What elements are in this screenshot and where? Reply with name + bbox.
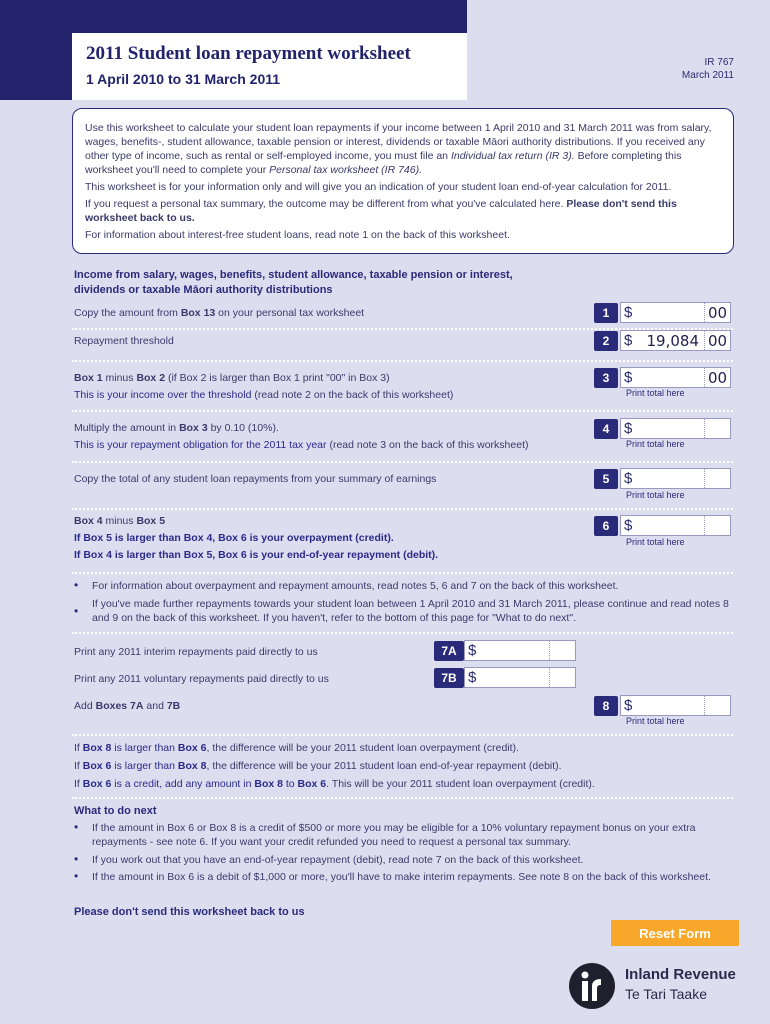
page-title: 2011 Student loan repayment worksheet <box>86 43 411 64</box>
intro-paragraph-2: This worksheet is for your information only and will give you an indication of your student loan end-of-year calculation for 2011. <box>85 181 672 193</box>
intro-text: If you request a personal tax summary, the outcome may be different from what you've calculated here. <box>85 198 567 210</box>
box-8-field[interactable] <box>620 695 731 716</box>
print-total-label: Print total here <box>626 537 685 547</box>
dollar-sign: $ <box>624 420 633 437</box>
box-1-field[interactable] <box>620 302 731 323</box>
box-4-cents[interactable] <box>704 419 730 438</box>
section-title-line-1: Income from salary, wages, benefits, student allowance, taxable pension or interest, <box>74 269 513 281</box>
box-4-field[interactable] <box>620 418 731 439</box>
divider <box>72 410 733 412</box>
next-bullet-bonus: If the amount in Box 6 or Box 8 is a credit of $500 or more you may be eligible for a 10% voluntary repayment bonus on your extra repayments - see note 6. If you want your credit refunded you need to request a personal tax summary. <box>92 822 696 848</box>
divider <box>72 461 733 463</box>
box-6-field[interactable] <box>620 515 731 536</box>
what-to-do-next-title: What to do next <box>74 805 157 817</box>
ir746-reference: Personal tax worksheet (IR 746). <box>269 164 423 176</box>
box-8-cents[interactable] <box>704 696 730 715</box>
box-3-badge: 3 <box>594 368 618 388</box>
intro-paragraph-4: For information about interest-free student loans, read note 1 on the back of this worksheet. <box>85 229 510 241</box>
result-line-2: If Box 6 is larger than Box 8, the difference will be your 2011 student loan end-of-year repayment (debit). <box>74 760 562 772</box>
divider <box>72 572 733 574</box>
box-2-cents: 00 <box>704 331 730 350</box>
box-7a-cents[interactable] <box>549 641 575 660</box>
intro-box <box>72 108 734 254</box>
box-7b-field[interactable] <box>464 667 576 688</box>
box-8-badge: 8 <box>594 696 618 716</box>
box-2-field <box>620 330 731 351</box>
row-6-label: Box 4 minus Box 5 If Box 5 is larger than Box 4, Box 6 is your overpayment (credit). If Box 4 is larger than Box 5, Box 6 is your end-of-year repayment (debit). <box>74 515 439 561</box>
result-line-1: If Box 8 is larger than Box 6, the difference will be your 2011 student loan overpayment (credit). <box>74 742 519 754</box>
box-5-field[interactable] <box>620 468 731 489</box>
print-total-label: Print total here <box>626 439 685 449</box>
reset-form-button[interactable]: Reset Form <box>611 920 739 946</box>
box-5-badge: 5 <box>594 469 618 489</box>
intro-warning: Please don't send this worksheet back to us. <box>85 198 677 224</box>
closing-notice: Please don't send this worksheet back to us <box>74 906 305 918</box>
divider <box>72 797 733 799</box>
ir3-reference: Individual tax return (IR 3). <box>450 150 575 162</box>
intro-paragraph-3 <box>85 197 721 225</box>
divider <box>72 508 733 510</box>
box-6-cents[interactable] <box>704 516 730 535</box>
row-7a-label: Print any 2011 interim repayments paid directly to us <box>74 646 318 658</box>
row-8-label: Add Boxes 7A and 7B <box>74 700 181 712</box>
box-2-badge: 2 <box>594 331 618 351</box>
print-total-label: Print total here <box>626 490 685 500</box>
divider <box>72 360 733 362</box>
inland-revenue-logo-icon <box>568 962 616 1010</box>
section-title <box>74 268 674 298</box>
dollar-sign: $ <box>624 369 633 386</box>
logo-name: Inland Revenue <box>625 966 736 983</box>
header-title-box <box>72 33 467 100</box>
dollar-sign: $ <box>468 669 477 686</box>
box-6-badge: 6 <box>594 516 618 536</box>
dollar-sign: $ <box>624 470 633 487</box>
dollar-sign: $ <box>624 517 633 534</box>
box-3-cents[interactable]: 00 <box>704 368 730 387</box>
intro-text: Use this worksheet to calculate your student loan repayments if your income between 1 April 2010 and 31 March 2011 was from salary, wages, benefits-, student allowance, taxable pension or interest, dividends or taxable Māori authority distributions. If you received any other type of income, such as rental or self-employed income, you must file an <box>85 122 712 162</box>
result-line-3: If Box 6 is a credit, add any amount in Box 8 to Box 6. This will be your 2011 student loan overpayment (credit). <box>74 778 595 790</box>
dollar-sign: $ <box>468 642 477 659</box>
section-title-line-2: dividends or taxable Māori authority distributions <box>74 284 333 296</box>
divider <box>72 734 733 736</box>
next-bullet-interim: If the amount in Box 6 is a debit of $1,000 or more, you'll have to make interim repayments. See note 8 on the back of this worksheet. <box>92 871 711 883</box>
box-5-cents[interactable] <box>704 469 730 488</box>
dollar-sign: $ <box>624 697 633 714</box>
bullet-further-repayments: If you've made further repayments towards your student loan between 1 April 2010 and 31 March 2011, please continue and read notes 8 and 9 on the back of this worksheet. If you haven't, refer to the bottom of this page for "What to do next". <box>92 598 729 624</box>
results-block <box>74 741 734 791</box>
box-3-field[interactable] <box>620 367 731 388</box>
dollar-sign: $ <box>624 304 633 321</box>
bullet-icon: • <box>74 820 79 834</box>
logo-maori-name: Te Tari Taake <box>625 986 707 1002</box>
bullet-icon: • <box>74 852 79 866</box>
bullet-icon: • <box>74 869 79 883</box>
bullet-icon: • <box>74 578 79 592</box>
box-7b-cents[interactable] <box>549 668 575 687</box>
box-1-badge: 1 <box>594 303 618 323</box>
page-subtitle: 1 April 2010 to 31 March 2011 <box>86 71 281 87</box>
box-7a-badge: 7A <box>434 641 464 661</box>
row-4-label: Multiply the amount in Box 3 by 0.10 (10%). This is your repayment obligation for the 2011 tax year (read note 3 on the back of this worksheet) <box>74 422 529 451</box>
box-7a-field[interactable] <box>464 640 576 661</box>
dollar-sign: $ <box>624 332 633 349</box>
row-3-label: Box 1 minus Box 2 (if Box 2 is larger than Box 1 print "00" in Box 3) This is your income over the threshold (read note 2 on the back of this worksheet) <box>74 372 454 401</box>
row-5-label: Copy the total of any student loan repayments from your summary of earnings <box>74 473 437 485</box>
form-code-block <box>682 56 734 82</box>
intro-paragraph-1 <box>85 121 721 177</box>
box-7b-badge: 7B <box>434 668 464 688</box>
box-4-badge: 4 <box>594 419 618 439</box>
box-2-amount: 19,084 <box>646 331 699 350</box>
next-bullet-debit: If you work out that you have an end-of-year repayment (debit), read note 7 on the back of this worksheet. <box>92 854 584 866</box>
row-7b-label: Print any 2011 voluntary repayments paid directly to us <box>74 673 329 685</box>
form-code: IR 767 <box>704 57 734 68</box>
print-total-label: Print total here <box>626 388 685 398</box>
bullet-icon: • <box>74 604 79 618</box>
row-2-label: Repayment threshold <box>74 335 174 347</box>
divider <box>72 632 733 634</box>
bullet-overpayment-info: For information about overpayment and repayment amounts, read notes 5, 6 and 7 on the back of this worksheet. <box>92 580 619 592</box>
row-1-label: Copy the amount from Box 13 on your personal tax worksheet <box>74 307 365 319</box>
intro-text: Before completing this worksheet you'll need to complete your <box>85 150 682 176</box>
box-1-cents[interactable]: 00 <box>704 303 730 322</box>
print-total-label: Print total here <box>626 716 685 726</box>
form-date: March 2011 <box>681 70 734 81</box>
